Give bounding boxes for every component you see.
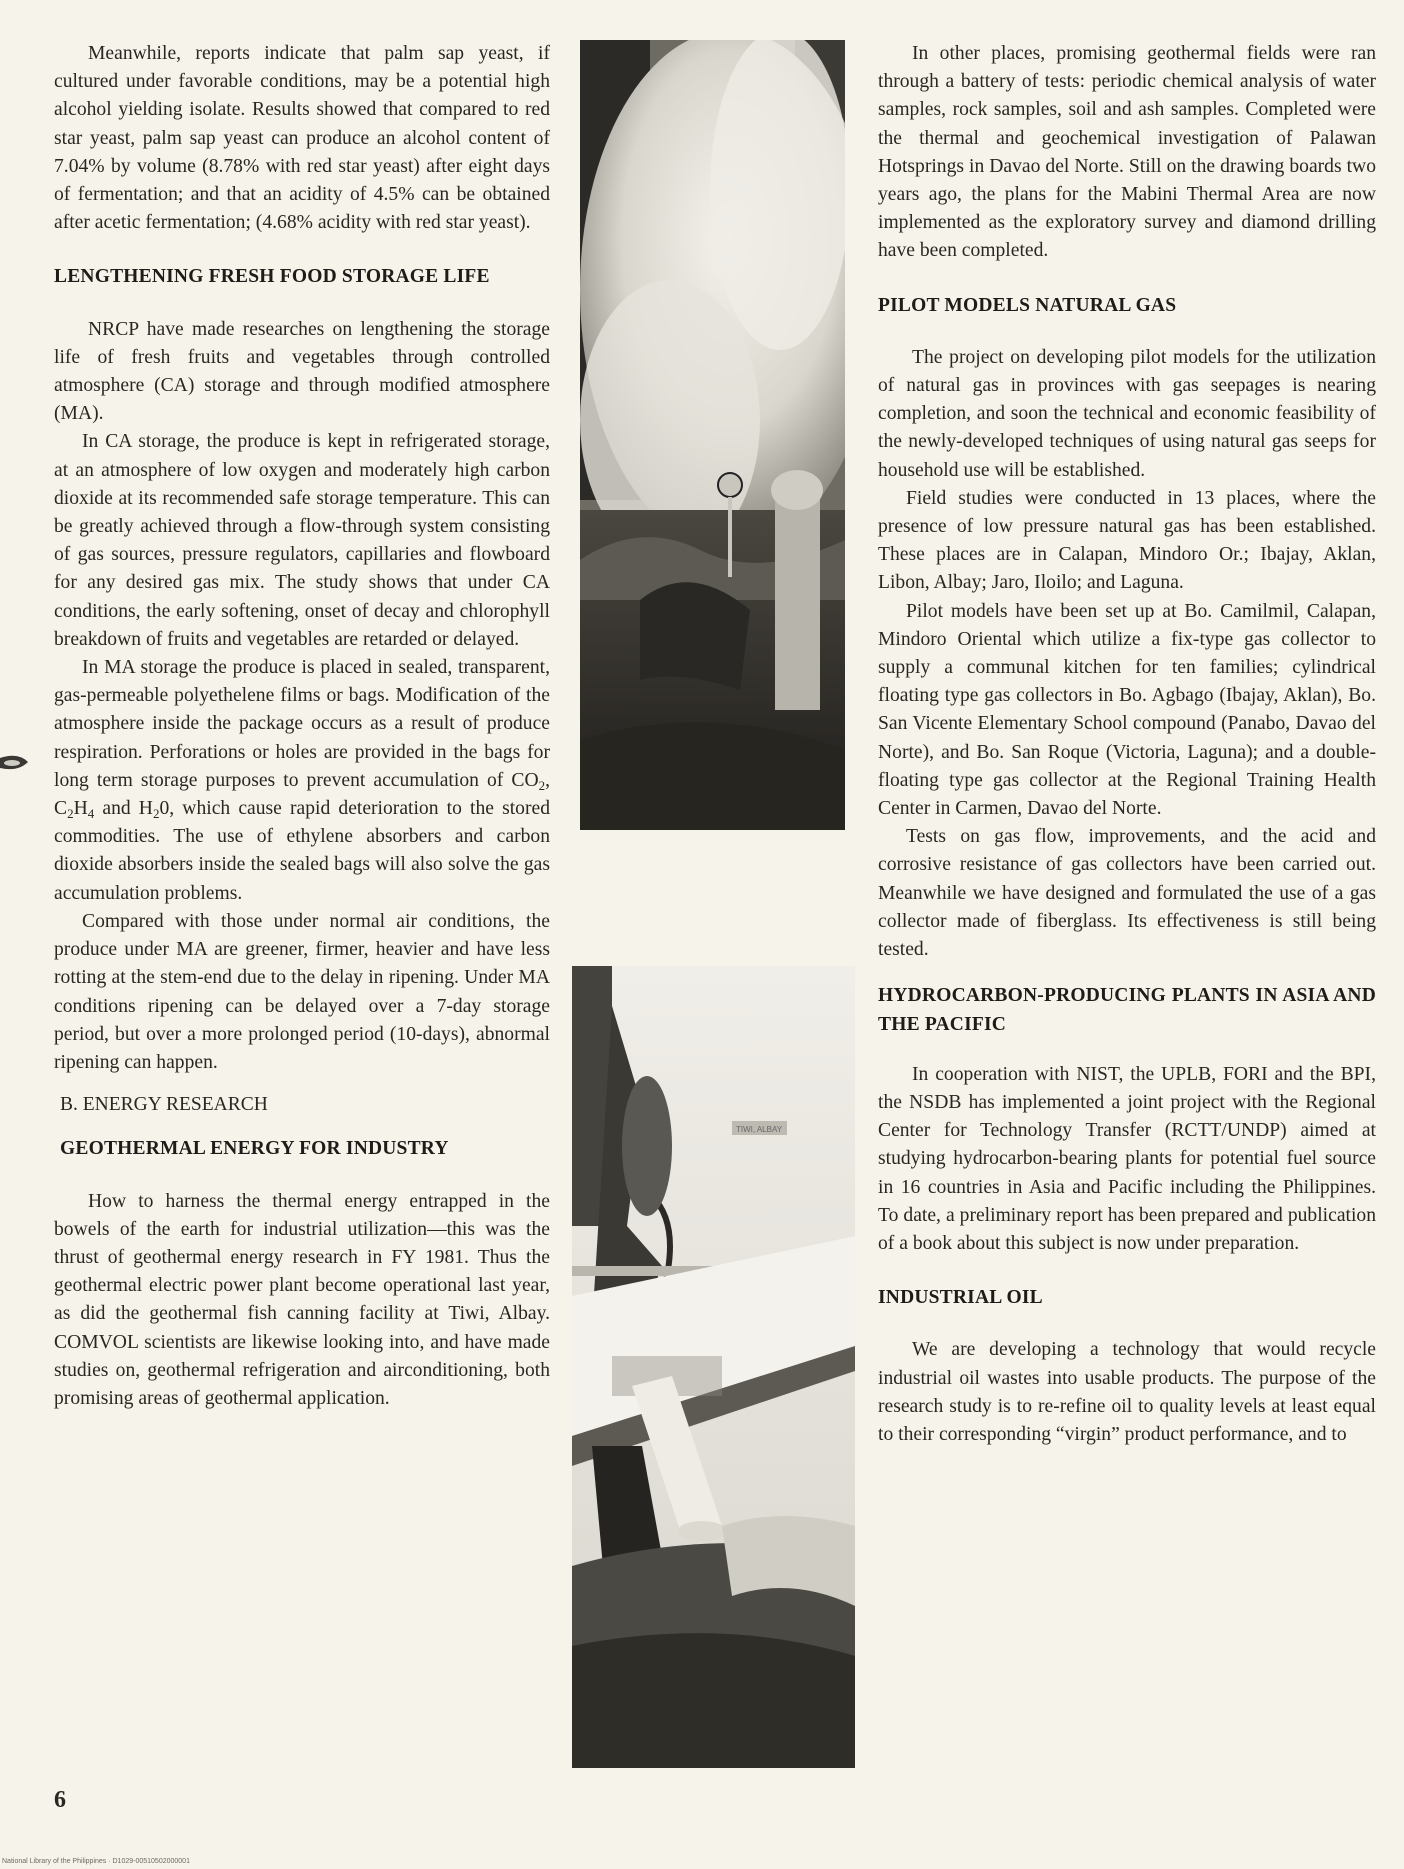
paragraph-palm-sap-yeast: Meanwhile, reports indicate that palm sap yeast, if cultured under favorable conditions, may be a potential high alcohol yielding isolate. Results showed that compared to red star yeast, palm sap yeast can produce an alcohol content of 7.04% by volume (8.78% with red star yeast) after eight days of fermentation; and that an acidity of 4.5% can be obtained after acetic fermentation; (4.68% acidity with red star yeast).: [54, 43, 550, 234]
steam-image: [580, 40, 845, 830]
geothermal-steam-photo: [580, 40, 845, 830]
heading-pilot-models: PILOT MODELS NATURAL GAS: [878, 294, 1177, 316]
paragraph-harness-thermal: How to harness the thermal energy entrapped in the bowels of the earth for industrial utilization—this was the thrust of geothermal energy research in FY 1981. Thus the geothermal electric power plant become operational last year, as did the geothermal fish canning facility at Tiwi, Albay. COMVOL scientists are likewise looking into, and have made studies on, geothermal refrigeration and airconditioning, both promising areas of geothermal application.: [54, 1190, 550, 1409]
paragraph-nrcp-researches: NRCP have made researches on lengthening the storage life of fresh fruits and vegetables through controlled atmosphere (CA) storage and through modified atmosphere (MA).: [54, 318, 550, 425]
left-column: [54, 40, 550, 1413]
paragraph-cooperation-nist: In cooperation with NIST, the UPLB, FORI and the BPI, the NSDB has implemented a joint project with the Regional Center for Technology Transfer (RCTT/UNDP) aimed at studying hydrocarbon-bearing plants for potential fuel source in 16 countries in Asia and Pacific including the Philippines. To date, a preliminary report has been prepared and publication of a book about this subject is now under preparation.: [878, 1063, 1376, 1254]
signboard-text: TIWI, ALBAY: [735, 1125, 783, 1134]
geothermal-pipeline-photo: [572, 966, 855, 1768]
paragraph-natural-gas-project: The project on developing pilot models for the utilization of natural gas in provinces with gas seepages is nearing completion, and soon the technical and economic feasibility of the newly-developed techniques of using natural gas seeps for household use will be established.: [878, 346, 1376, 481]
pipeline-image: [572, 966, 855, 1768]
scan-footer: National Library of the Philippines · D1029-00510502000001: [2, 1858, 190, 1865]
heading-hydrocarbon-plants: HYDROCARBON-PRODUCING PLANTS IN ASIA AND THE PACIFIC: [878, 985, 1376, 1035]
paragraph-industrial-oil: We are developing a technology that would recycle industrial oil wastes into usable products. The purpose of the research study is to re-refine oil to quality levels at least equal to their corresponding “virgin” product performance, and to: [878, 1339, 1376, 1445]
right-column: [878, 40, 1376, 1449]
heading-geothermal-energy: GEOTHERMAL ENERGY FOR INDUSTRY: [60, 1138, 449, 1160]
heading-energy-research: B. ENERGY RESEARCH: [60, 1094, 268, 1116]
paragraph-compared-normal-air: Compared with those under normal air conditions, the produce under MA are greener, firmer, heavier and have less rotting at the stem-end due to the delay in ripening. Under MA conditions ripening can be delayed over a 7-day storage period, but over a more prolonged period (10-days), abnormal ripening can happen.: [54, 910, 550, 1073]
binder-clip-icon: [0, 750, 30, 776]
paragraph-ca-storage: In CA storage, the produce is kept in refrigerated storage, at an atmosphere of low oxygen and moderately high carbon dioxide at its recommended safe storage temperature. This can be greatly achieved through a flow-through system consisting of gas sources, pressure regulators, capillaries and flowboard for any desired gas mix. The study shows that under CA conditions, the early softening, onset of decay and chlorophyll breakdown of fruits and vegetables are retarded or delayed.: [54, 431, 550, 650]
page-number: 6: [54, 1787, 66, 1813]
paragraph-other-places: In other places, promising geothermal fields were ran through a battery of tests: periodic chemical analysis of water samples, rock samples, soil and ash samples. Completed were the thermal and geochemical investigation of Palawan Hotsprings in Davao del Norte. Still on the drawing boards two years ago, the plans for the Mabini Thermal Area are now implemented as the exploratory survey and diamond drilling have been completed.: [878, 43, 1376, 262]
paragraph-ma-storage: In MA storage the produce is placed in sealed, transparent, gas-permeable polyethelene films or bags. Modification of the atmosphere inside the package occurs as a result of produce respiration. Perforations or holes are provided in the bags for long term storage purposes to prevent accumulation of $CO_2$, $C_2H_4$ and $H_20$, which cause rapid deterioration to the stored commodities. The use of ethylene absorbers and carbon dioxide absorbers inside the sealed bags will also solve the gas accumulation problems.: [54, 657, 550, 904]
paragraph-gas-flow-tests: Tests on gas flow, improvements, and the acid and corrosive resistance of gas collectors have been carried out. Meanwhile we have designed and formulated the use of a gas collector made of fiberglass. Its effectiveness is still being tested.: [878, 826, 1376, 961]
paragraph-pilot-models-setup: Pilot models have been set up at Bo. Camilmil, Calapan, Mindoro Oriental which utilize a fix-type gas collector to supply a communal kitchen for ten families; cylindrical floating type gas collectors in Bo. Agbago (Ibajay, Aklan), Bo. San Vicente Elementary School compound (Panabo, Davao del Norte), and Bo. San Roque (Victoria, Laguna); and a double-floating type gas collector at the Regional Training Health Center in Carmen, Davao del Norte.: [878, 600, 1376, 820]
paragraph-field-studies: Field studies were conducted in 13 places, where the presence of low pressure natural gas has been established. These places are in Calapan, Mindoro Or.; Ibajay, Aklan, Libon, Albay; Jaro, Iloilo; and Laguna.: [878, 487, 1376, 594]
heading-fresh-food-storage: LENGTHENING FRESH FOOD STORAGE LIFE: [54, 266, 490, 288]
heading-industrial-oil: INDUSTRIAL OIL: [878, 1287, 1043, 1309]
